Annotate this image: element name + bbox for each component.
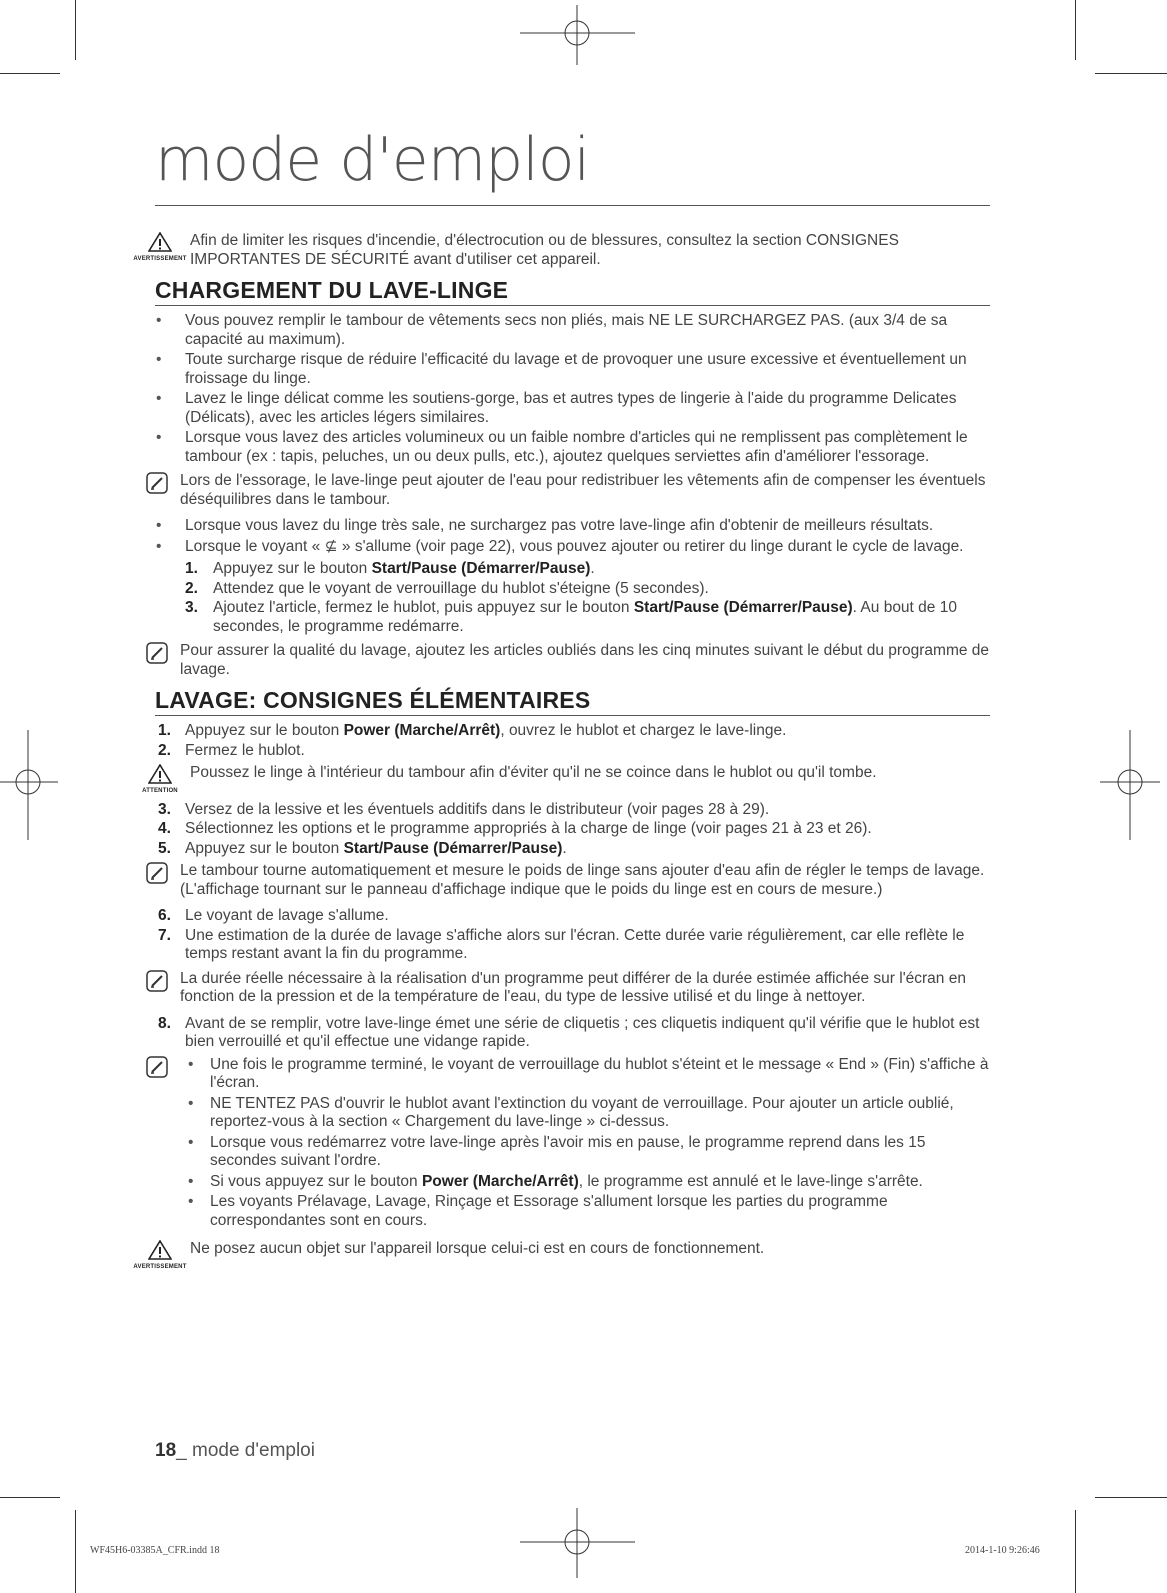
warning-label: AVERTISSEMENT — [133, 256, 187, 262]
final-warning-text: Ne posez aucun objet sur l'appareil lorsque celui-ci est en cours de fonctionnement. — [190, 1240, 765, 1257]
crop-mark — [0, 1497, 60, 1498]
note-text: Pour assurer la qualité du lavage, ajoutez les articles oubliés dans les cinq minutes suivant le début du programme de lavage. — [180, 642, 990, 678]
washing-steps — [130, 722, 990, 760]
loading-bullets-2 — [130, 517, 990, 556]
warning-triangle-icon — [148, 232, 172, 252]
note-block — [130, 862, 990, 899]
top-warning — [130, 232, 990, 269]
title-rule — [155, 205, 990, 206]
note-pencil-icon — [146, 970, 168, 992]
crop-mark — [1095, 1497, 1167, 1498]
list-item: • Lorsque vous lavez du linge très sale, ne surchargez pas votre lave-linge afin d'obtenir de meilleurs résultats. — [130, 517, 990, 536]
registration-mark-icon — [520, 1508, 635, 1578]
caution-label: ATTENTION — [142, 788, 178, 794]
list-item: 2. Fermez le hublot. — [158, 741, 305, 759]
note-pencil-icon — [146, 862, 168, 884]
page-number: 18 — [155, 1440, 177, 1461]
page-footer: 18_ mode d'emploi — [155, 1440, 315, 1461]
note-block — [130, 642, 990, 679]
note-block — [130, 1056, 990, 1233]
list-item: • Lorsque vous lavez des articles volumineux ou un faible nombre d'articles qui ne remplissent pas complètement le tambour (ex : tapis, peluches, un ou deux pulls, etc.), ajoutez quelques serviettes afin d'améliorer l'essorage. — [130, 429, 990, 466]
note-text: Le tambour tourne automatiquement et mesure le poids de linge sans ajouter d'eau afin de régler le temps de lavage. (L'affichage tournant sur le panneau d'affichage indique que le poids du linge est en cours de mesure.) — [180, 862, 985, 898]
list-item: 1. Appuyez sur le bouton Start/Pause (Démarrer/Pause). — [185, 560, 595, 577]
note-pencil-icon — [146, 472, 168, 494]
list-item: • Lorsque vous redémarrez votre lave-linge après l'avoir mis en pause, le programme reprend dans les 15 secondes suivant l'ordre. — [180, 1134, 990, 1171]
list-item: 2. Attendez que le voyant de verrouillage du hublot s'éteigne (5 secondes). — [185, 579, 709, 597]
crop-mark — [75, 0, 76, 60]
caution-triangle-icon — [148, 764, 172, 784]
list-item: 3. Versez de la lessive et les éventuels additifs dans le distributeur (voir pages 28 à 29). — [158, 800, 770, 818]
note-pencil-icon — [146, 642, 168, 664]
slug-file: WF45H6-03385A_CFR.indd 18 — [90, 1545, 220, 1556]
crop-mark — [1075, 1510, 1076, 1593]
section-heading-loading: CHARGEMENT DU LAVE-LINGE — [155, 277, 990, 306]
list-item: • Toute surcharge risque de réduire l'efficacité du lavage et de provoquer une usure excessive et éventuellement un froissage du linge. — [130, 351, 990, 388]
washing-steps-4 — [130, 1015, 990, 1052]
list-item: 4. Sélectionnez les options et le programme appropriés à la charge de linge (voir pages 21 à 23 et 26). — [158, 820, 872, 837]
crop-mark — [1095, 73, 1167, 74]
main-content — [130, 232, 990, 1283]
list-item: 6. Le voyant de lavage s'allume. — [158, 907, 389, 924]
crop-mark — [75, 1510, 76, 1593]
note-bullets — [180, 1056, 990, 1231]
add-laundry-icon: ⊈ — [324, 537, 338, 555]
list-item: 8. Avant de se remplir, votre lave-linge émet une série de cliquetis ; ces cliquetis indiquent qu'il vérifie que le hublot est bien verrouillé et qu'il effectue une vidange rapide. — [158, 1014, 980, 1050]
washing-steps-3 — [130, 907, 990, 964]
note-text: La durée réelle nécessaire à la réalisation d'un programme peut différer de la durée estimée affichée sur l'écran en fonction de la pression et de la température de l'eau, du type de lessive utilisé et du linge à nettoyer. — [180, 969, 966, 1005]
note-pencil-icon — [146, 1056, 168, 1078]
warning-label: AVERTISSEMENT — [133, 1264, 187, 1270]
registration-mark-icon — [1100, 730, 1160, 840]
list-item: • NE TENTEZ PAS d'ouvrir le hublot avant l'extinction du voyant de verrouillage. Pour ajouter un article oublié, reportez-vous à la section « Chargement du lave-linge » ci-dessus. — [180, 1095, 990, 1132]
note-text: Lors de l'essorage, le lave-linge peut ajouter de l'eau pour redistribuer les vêtements afin de compenser les éventuels déséquilibres dans le tambour. — [180, 472, 986, 508]
caution-block — [130, 764, 990, 801]
pause-steps — [130, 560, 990, 636]
warning-block — [130, 232, 190, 269]
list-item: • Lorsque le voyant « ⊈ » s'allume (voir page 22), vous pouvez ajouter ou retirer du linge durant le cycle de lavage. — [130, 538, 990, 557]
crop-mark — [0, 73, 60, 74]
list-item: 7. Une estimation de la durée de lavage s'affiche alors sur l'écran. Cette durée varie régulièrement, car elle reflète le temps restant avant la fin du programme. — [158, 926, 965, 962]
slug-date: 2014-1-10 9:26:46 — [965, 1545, 1040, 1556]
list-item: • Lavez le linge délicat comme les soutiens-gorge, bas et autres types de lingerie à l'aide du programme Delicates (Délicats), avec les articles légers similaires. — [130, 390, 990, 427]
footer-label: mode d'emploi — [192, 1440, 315, 1461]
list-item: • Les voyants Prélavage, Lavage, Rinçage et Essorage s'allument lorsque les parties du programme correspondantes sont en cours. — [180, 1193, 990, 1230]
section-heading-washing: LAVAGE: CONSIGNES ÉLÉMENTAIRES — [155, 687, 990, 716]
warning-triangle-icon — [148, 1240, 172, 1260]
list-item: 5. Appuyez sur le bouton Start/Pause (Démarrer/Pause). — [158, 839, 567, 857]
loading-bullets — [130, 312, 990, 466]
note-block — [130, 970, 990, 1007]
top-warning-text: Afin de limiter les risques d'incendie, d'électrocution ou de blessures, consultez la section CONSIGNES IMPORTANTES DE SÉCURITÉ avant d'utiliser cet appareil. — [190, 232, 899, 268]
list-item: • Une fois le programme terminé, le voyant de verrouillage du hublot s'éteint et le message « End » (Fin) s'affiche à l'écran. — [180, 1056, 990, 1093]
caution-text: Poussez le linge à l'intérieur du tambour afin d'éviter qu'il ne se coince dans le hublot ou qu'il tombe. — [190, 764, 877, 781]
list-item: • Si vous appuyez sur le bouton Power (Marche/Arrêt), le programme est annulé et le lave-linge s'arrête. — [180, 1173, 990, 1192]
washing-steps-2 — [130, 801, 990, 859]
note-block — [130, 472, 990, 509]
list-item: 3. Ajoutez l'article, fermez le hublot, puis appuyez sur le bouton Start/Pause (Démarrer/Pause). Au bout de 10 secondes, le programme redémarre. — [185, 599, 957, 635]
final-warning — [130, 1240, 990, 1277]
crop-mark — [1075, 0, 1076, 60]
list-item: 1. Appuyez sur le bouton Power (Marche/Arrêt), ouvrez le hublot et chargez le lave-linge. — [158, 722, 787, 739]
page-title: mode d'emploi — [155, 125, 590, 195]
registration-mark-icon — [0, 730, 58, 840]
list-item: • Vous pouvez remplir le tambour de vêtements secs non pliés, mais NE LE SURCHARGEZ PAS. (aux 3/4 de sa capacité au maximum). — [130, 312, 990, 349]
registration-mark-icon — [520, 5, 635, 65]
